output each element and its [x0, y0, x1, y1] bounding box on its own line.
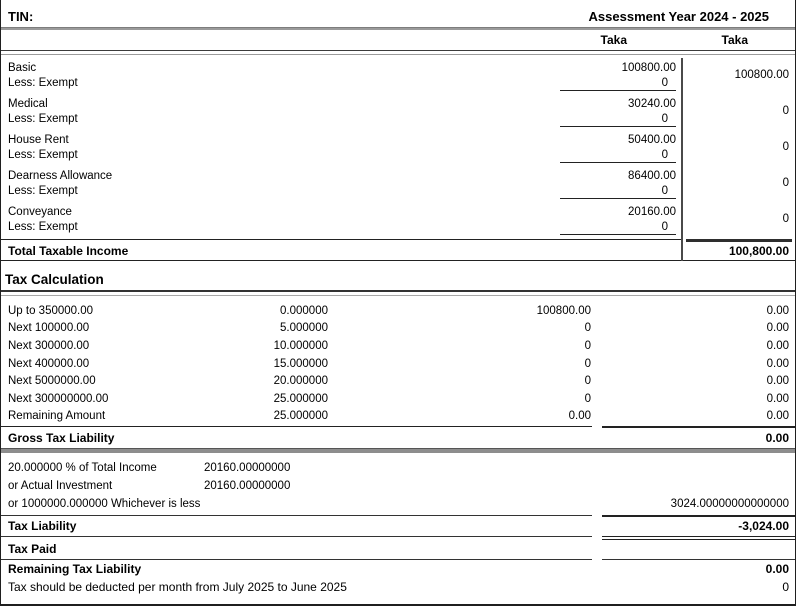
- rebate-investment-row: [1, 477, 795, 495]
- less-exempt-label: Less: Exempt: [8, 220, 78, 233]
- less-exempt-label: Less: Exempt: [8, 148, 78, 161]
- tax-calculation-heading: Tax Calculation: [5, 272, 104, 287]
- total-taxable-income-label: Total Taxable Income: [8, 244, 129, 258]
- gross-rule: [1, 426, 795, 428]
- rebate-investment-label: or Actual Investment: [8, 480, 113, 493]
- rebate-percent-row: [1, 459, 795, 477]
- less-exempt-label: Less: Exempt: [8, 112, 78, 125]
- income-name: Basic: [8, 62, 37, 74]
- slab-tax: 0.00: [766, 375, 789, 388]
- income-amount: 30240.00: [628, 98, 676, 110]
- exempt-amount: 0: [560, 184, 676, 200]
- gross-tax-liability-value: 0.00: [765, 430, 789, 445]
- slab-label: Up to 350000.00: [8, 304, 94, 317]
- income-name: Dearness Allowance: [8, 170, 113, 182]
- remaining-tax-liability-row: [1, 560, 795, 578]
- currency-header-row: [1, 30, 795, 50]
- slab-label: Next 400000.00: [8, 357, 90, 370]
- currency-header-rule: [1, 50, 795, 55]
- income-row-house-rent: [1, 130, 795, 163]
- income-row-dearness-allowance: [1, 166, 795, 199]
- income-net: 0: [782, 140, 789, 153]
- section-divider: [1, 260, 795, 261]
- exempt-amount: 0: [560, 112, 676, 128]
- remaining-tax-liability-label: Remaining Tax Liability: [8, 562, 142, 577]
- slab-rate: 25.000000: [273, 392, 328, 405]
- slab-rate: 20.000000: [273, 375, 328, 388]
- table-row: [1, 390, 795, 408]
- table-row: [1, 302, 795, 320]
- rebate-whichever-row: [1, 495, 795, 513]
- tax-calculation-heading-rule: [1, 290, 795, 296]
- slab-tax: 0.00: [766, 304, 789, 317]
- table-row: [1, 408, 795, 426]
- slab-tax: 0.00: [766, 357, 789, 370]
- income-amount: 100800.00: [621, 62, 676, 74]
- less-exempt-label: Less: Exempt: [8, 184, 78, 197]
- income-name: Conveyance: [8, 206, 72, 218]
- remaining-tax-liability-value: 0.00: [765, 562, 789, 577]
- income-amount: 86400.00: [628, 170, 676, 182]
- column-divider: [681, 58, 683, 261]
- total-taxable-income-row: [1, 242, 795, 260]
- slab-label: Next 5000000.00: [8, 375, 96, 388]
- exempt-amount: 0: [560, 148, 676, 164]
- slab-label: Remaining Amount: [8, 410, 106, 423]
- currency-header-col3: Taka: [600, 33, 627, 47]
- rebate-whichever-label: or 1000000.000000 Whichever is less: [8, 498, 201, 511]
- income-net: 100800.00: [734, 68, 789, 81]
- slab-amount: 0.00: [568, 410, 591, 423]
- tax-paid-row: [1, 540, 795, 557]
- section-band-divider: [1, 448, 795, 453]
- tax-paid-label: Tax Paid: [8, 541, 57, 556]
- slab-tax: 0.00: [766, 322, 789, 335]
- tax-liability-row: [1, 517, 795, 534]
- slab-rate: 5.000000: [280, 322, 328, 335]
- exempt-amount: 0: [560, 76, 676, 92]
- monthly-deduction-label: Tax should be deducted per month from July 2025 to June 2025: [8, 580, 347, 595]
- income-net: 0: [782, 212, 789, 225]
- monthly-deduction-row: [1, 578, 795, 596]
- table-row: [1, 372, 795, 390]
- income-row-basic: [1, 58, 795, 91]
- slab-amount: 0: [584, 375, 591, 388]
- report-header: [1, 0, 795, 27]
- income-row-medical: [1, 94, 795, 127]
- income-section: [1, 58, 795, 261]
- tax-paid-bottom-rule: [1, 559, 795, 560]
- slab-tax: 0.00: [766, 392, 789, 405]
- slab-label: Next 300000.00: [8, 339, 90, 352]
- rebate-whichever-value: 3024.00000000000000: [670, 498, 789, 511]
- tax-liability-label: Tax Liability: [8, 518, 77, 533]
- income-net: 0: [782, 104, 789, 117]
- slab-rate: 25.000000: [273, 410, 328, 423]
- rebate-percent-value: 20160.00000000: [204, 462, 291, 475]
- income-row-conveyance: [1, 202, 795, 235]
- income-amount: 20160.00: [628, 206, 676, 218]
- slab-amount: 0: [584, 322, 591, 335]
- slab-amount: 100800.00: [536, 304, 591, 317]
- income-amount: 50400.00: [628, 134, 676, 146]
- slab-rate: 0.000000: [280, 304, 328, 317]
- slab-amount: 0: [584, 357, 591, 370]
- currency-header-col4: Taka: [721, 33, 748, 47]
- slab-label: Next 100000.00: [8, 322, 90, 335]
- rebate-percent-label: 20.000000 % of Total Income: [8, 462, 157, 475]
- gross-tax-liability-label: Gross Tax Liability: [8, 430, 115, 445]
- table-row: [1, 320, 795, 338]
- tin-label: TIN:: [8, 9, 34, 24]
- tax-liability-value: -3,024.00: [738, 518, 789, 533]
- monthly-deduction-value: 0: [782, 580, 789, 595]
- exempt-amount: 0: [560, 220, 676, 236]
- less-exempt-label: Less: Exempt: [8, 76, 78, 89]
- slab-amount: 0: [584, 392, 591, 405]
- slab-tax: 0.00: [766, 410, 789, 423]
- income-name: House Rent: [8, 134, 69, 146]
- total-taxable-income-value: 100,800.00: [728, 244, 789, 258]
- slab-tax: 0.00: [766, 339, 789, 352]
- slab-rate: 15.000000: [273, 357, 328, 370]
- income-net: 0: [782, 176, 789, 189]
- slab-label: Next 300000000.00: [8, 392, 109, 405]
- slab-rate: 10.000000: [273, 339, 328, 352]
- table-row: [1, 337, 795, 355]
- assessment-year: Assessment Year 2024 - 2025: [588, 9, 769, 24]
- rebate-section: [1, 459, 795, 513]
- rebate-investment-value: 20160.00000000: [204, 480, 291, 493]
- gross-tax-liability-row: [1, 429, 795, 446]
- table-row: [1, 355, 795, 373]
- income-name: Medical: [8, 98, 48, 110]
- total-rule: [1, 239, 795, 242]
- slab-amount: 0: [584, 339, 591, 352]
- tax-slab-table: [1, 302, 795, 425]
